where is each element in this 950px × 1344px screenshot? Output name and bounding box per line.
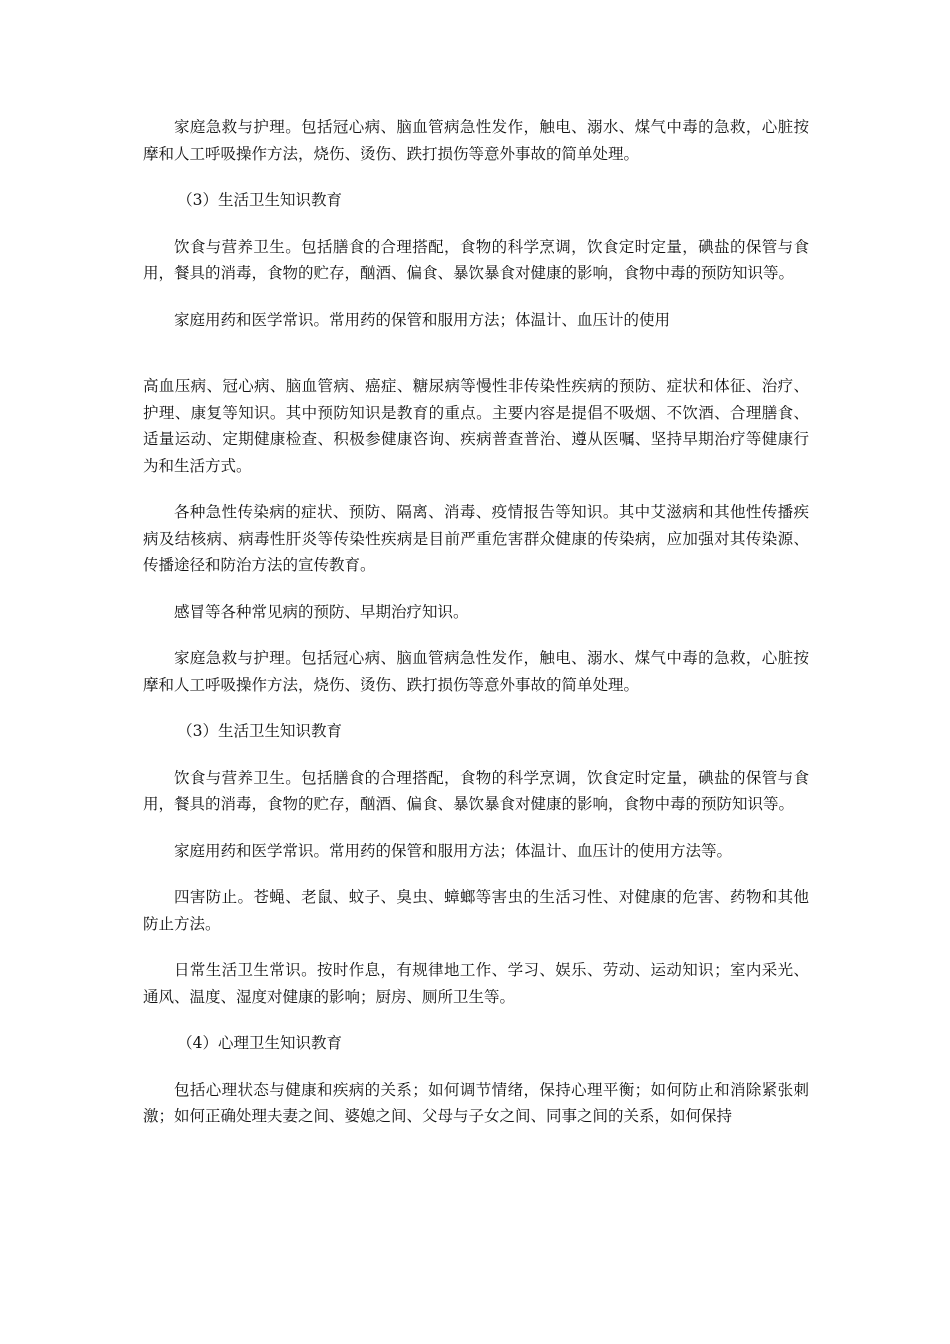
paragraph-common-disease: 感冒等各种常见病的预防、早期治疗知识。 bbox=[174, 602, 469, 621]
paragraph-home-medication-full: 家庭用药和医学常识。常用药的保管和服用方法；体温计、血压计的使用方法等。 bbox=[174, 841, 733, 860]
section-heading-mental-health: （4）心理卫生知识教育 bbox=[177, 1034, 342, 1052]
paragraph-first-aid-repeat: 家庭急救与护理。包括冠心病、脑血管病急性发作，触电、溺水、煤气中毒的急救，心脏按摩和人工呼吸操作方法，烧伤、烫伤、跌打损伤等意外事故的简单处理。 bbox=[143, 649, 809, 694]
paragraph-diet-nutrition-repeat: 饮食与营养卫生。包括膳食的合理搭配，食物的科学烹调，饮食定时定量，碘盐的保管与食用，餐具的消毒，食物的贮存，酗酒、偏食、暴饮暴食对健康的影响，食物中毒的预防知识等。 bbox=[143, 768, 809, 813]
paragraph-mental-health: 包括心理状态与健康和疾病的关系；如何调节情绪，保持心理平衡；如何防止和消除紧张刺激；如何正确处理夫妻之间、婆媳之间、父母与子女之间、同事之间的关系，如何保持 bbox=[143, 1080, 809, 1125]
section-heading-life-hygiene-repeat: （3）生活卫生知识教育 bbox=[177, 722, 342, 740]
paragraph-chronic-disease: 高血压病、冠心病、脑血管病、癌症、糖尿病等慢性非传染性疾病的预防、症状和体征、治疗、护理、康复等知识。其中预防知识是教育的重点。主要内容是提倡不吸烟、不饮酒、合理膳食、适量运动、定期健康检查、积极参健康咨询、疾病普查普治、遵从医嘱、坚持早期治疗等健康行为和生活方式。 bbox=[143, 377, 809, 475]
paragraph-diet-nutrition: 饮食与营养卫生。包括膳食的合理搭配，食物的科学烹调，饮食定时定量，碘盐的保管与食用，餐具的消毒，食物的贮存，酗酒、偏食、暴饮暴食对健康的影响，食物中毒的预防知识等。 bbox=[143, 237, 809, 282]
section-heading-life-hygiene: （3）生活卫生知识教育 bbox=[177, 191, 342, 209]
paragraph-daily-hygiene: 日常生活卫生常识。按时作息，有规律地工作、学习、娱乐、劳动、运动知识；室内采光、通风、温度、湿度对健康的影响；厨房、厕所卫生等。 bbox=[143, 961, 809, 1006]
paragraph-infectious-disease: 各种急性传染病的症状、预防、隔离、消毒、疫情报告等知识。其中艾滋病和其他性传播疾病及结核病、病毒性肝炎等传染性疾病是目前严重危害群众健康的传染病，应加强对其传染源、传播途径和防治方法的宣传教育。 bbox=[143, 503, 809, 574]
paragraph-pest-control: 四害防止。苍蝇、老鼠、蚊子、臭虫、蟑螂等害虫的生活习性、对健康的危害、药物和其他防止方法。 bbox=[143, 888, 809, 933]
paragraph-first-aid: 家庭急救与护理。包括冠心病、脑血管病急性发作，触电、溺水、煤气中毒的急救，心脏按摩和人工呼吸操作方法，烧伤、烫伤、跌打损伤等意外事故的简单处理。 bbox=[143, 118, 809, 163]
paragraph-home-medication: 家庭用药和医学常识。常用药的保管和服用方法；体温计、血压计的使用 bbox=[174, 310, 671, 329]
document-page bbox=[143, 114, 809, 1150]
page-break-gap bbox=[143, 353, 809, 373]
